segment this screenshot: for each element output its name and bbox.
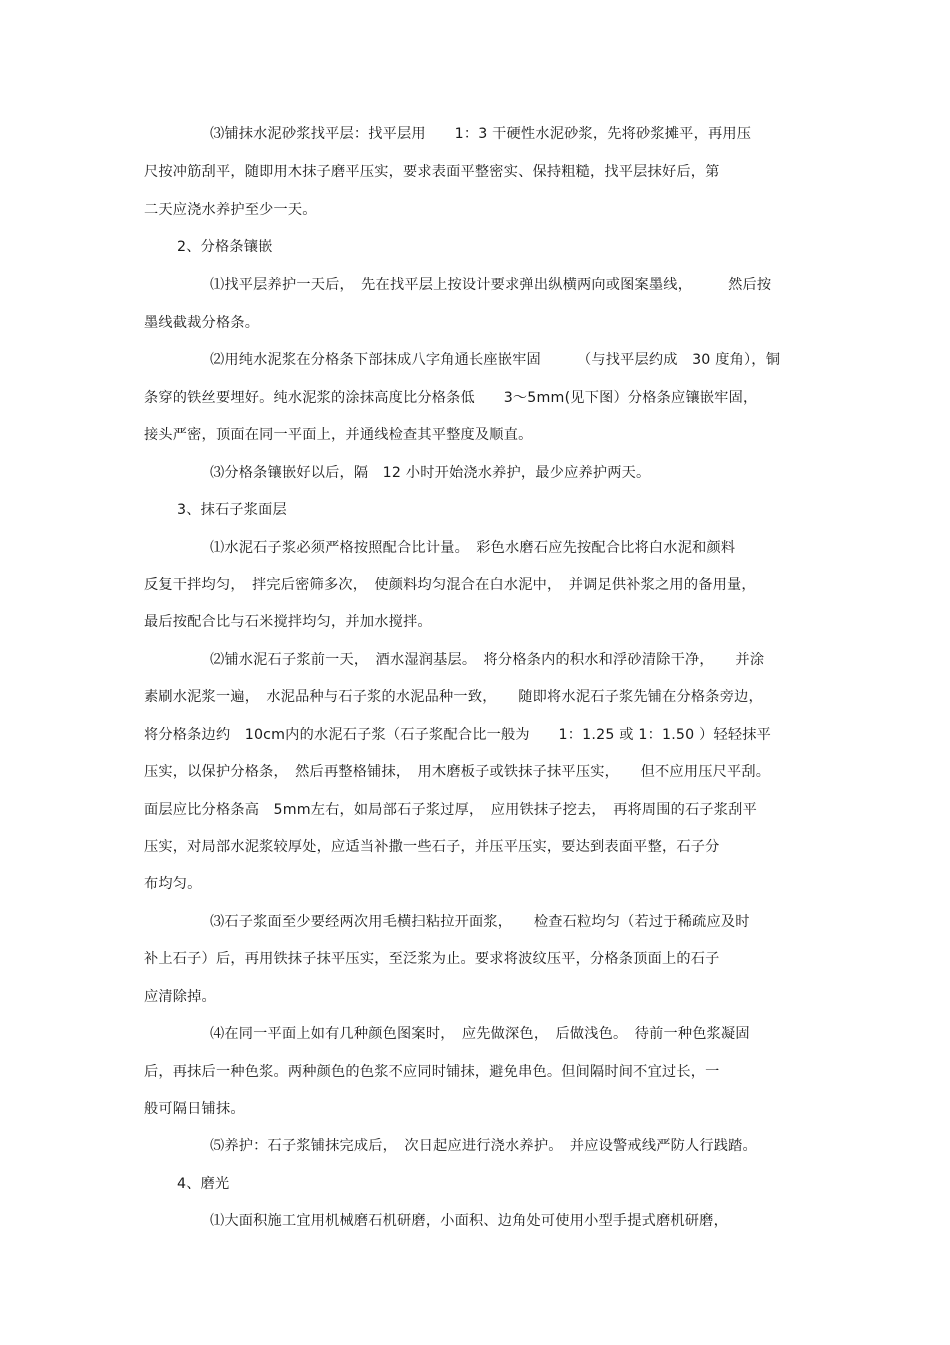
text-line: ⑴大面积施工宜用机械磨石机研磨，小面积、边角处可使用小型手提式磨机研磨，	[210, 1213, 728, 1229]
text-line: ⑷在同一平面上如有几种颜色图案时， 应先做深色， 后做浅色。 待前一种色浆凝固	[210, 1026, 750, 1042]
text-line: 压实，以保护分格条， 然后再整格铺抹， 用木磨板子或铁抹子抹平压实， 但不应用压尺平刮。	[144, 764, 771, 780]
text-line: 后，再抹后一种色浆。两种颜色的色浆不应同时铺抹，避免串色。但间隔时间不宜过长，一	[144, 1064, 720, 1080]
text-line: 条穿的铁丝要埋好。纯水泥浆的涂抹高度比分格条低 3～5mm(见下图）分格条应镶嵌牢固，	[144, 390, 758, 406]
text-line: 面层应比分格条高 5mm左右，如局部石子浆过厚， 应用铁抹子挖去， 再将周围的石子浆刮平	[144, 802, 757, 818]
text-line: ⑵铺水泥石子浆前一天， 酒水湿润基层。 将分格条内的积水和浮砂清除干净， 并涂	[210, 652, 765, 668]
section-heading: 3、抹石子浆面层	[177, 502, 287, 518]
text-line: ⑸养护：石子浆铺抹完成后， 次日起应进行浇水养护。 并应设警戒线严防人行践踏。	[210, 1138, 757, 1154]
text-line: 将分格条边约 10cm内的水泥石子浆（石子浆配合比一般为 1：1.25 或 1：1.50 ）轻轻抹平	[144, 727, 772, 743]
text-line: 反复干拌均匀， 拌完后密筛多次， 使颜料均匀混合在白水泥中， 并调足供补浆之用的备用量，	[144, 577, 756, 593]
text-line: 布均匀。	[144, 876, 202, 892]
text-line: ⑶石子浆面至少要经两次用毛横扫粘拉开面浆， 检查石粒均匀（若过于稀疏应及时	[210, 914, 750, 930]
text-line: 尺按冲筋刮平，随即用木抹子磨平压实，要求表面平整密实、保持粗糙，找平层抹好后，第	[144, 164, 720, 180]
text-line: 补上石子）后，再用铁抹子抹平压实，至泛浆为止。要求将波纹压平，分格条顶面上的石子	[144, 951, 720, 967]
text-line: 压实，对局部水泥浆较厚处，应适当补撒一些石子，并压平压实，要达到表面平整，石子分	[144, 839, 720, 855]
text-line: ⑶铺抹水泥砂浆找平层：找平层用 1：3 干硬性水泥砂浆，先将砂浆摊平，再用压	[210, 126, 752, 142]
text-line: 接头严密，顶面在同一平面上，并通线检查其平整度及顺直。	[144, 427, 533, 443]
section-heading: 4、磨光	[177, 1176, 230, 1192]
section-heading: 2、分格条镶嵌	[177, 239, 273, 255]
text-line: ⑶分格条镶嵌好以后，隔 12 小时开始浇水养护，最少应养护两天。	[210, 465, 651, 481]
text-line: 素刷水泥浆一遍， 水泥品种与石子浆的水泥品种一致， 随即将水泥石子浆先铺在分格条旁边，	[144, 689, 763, 705]
text-line: 墨线截裁分格条。	[144, 315, 260, 331]
text-line: 二天应浇水养护至少一天。	[144, 202, 317, 218]
text-line: ⑴找平层养护一天后， 先在找平层上按设计要求弹出纵横两向或图案墨线， 然后按	[210, 277, 772, 293]
text-line: ⑴水泥石子浆必须严格按照配合比计量。 彩色水磨石应先按配合比将白水泥和颜料	[210, 540, 736, 556]
text-line: 应清除掉。	[144, 989, 216, 1005]
text-line: 最后按配合比与石米搅拌均匀，并加水搅拌。	[144, 614, 432, 630]
text-line: ⑵用纯水泥浆在分格条下部抹成八字角通长座嵌牢固 （与找平层约成 30 度角），铜	[210, 352, 781, 368]
text-line: 般可隔日铺抹。	[144, 1101, 245, 1117]
